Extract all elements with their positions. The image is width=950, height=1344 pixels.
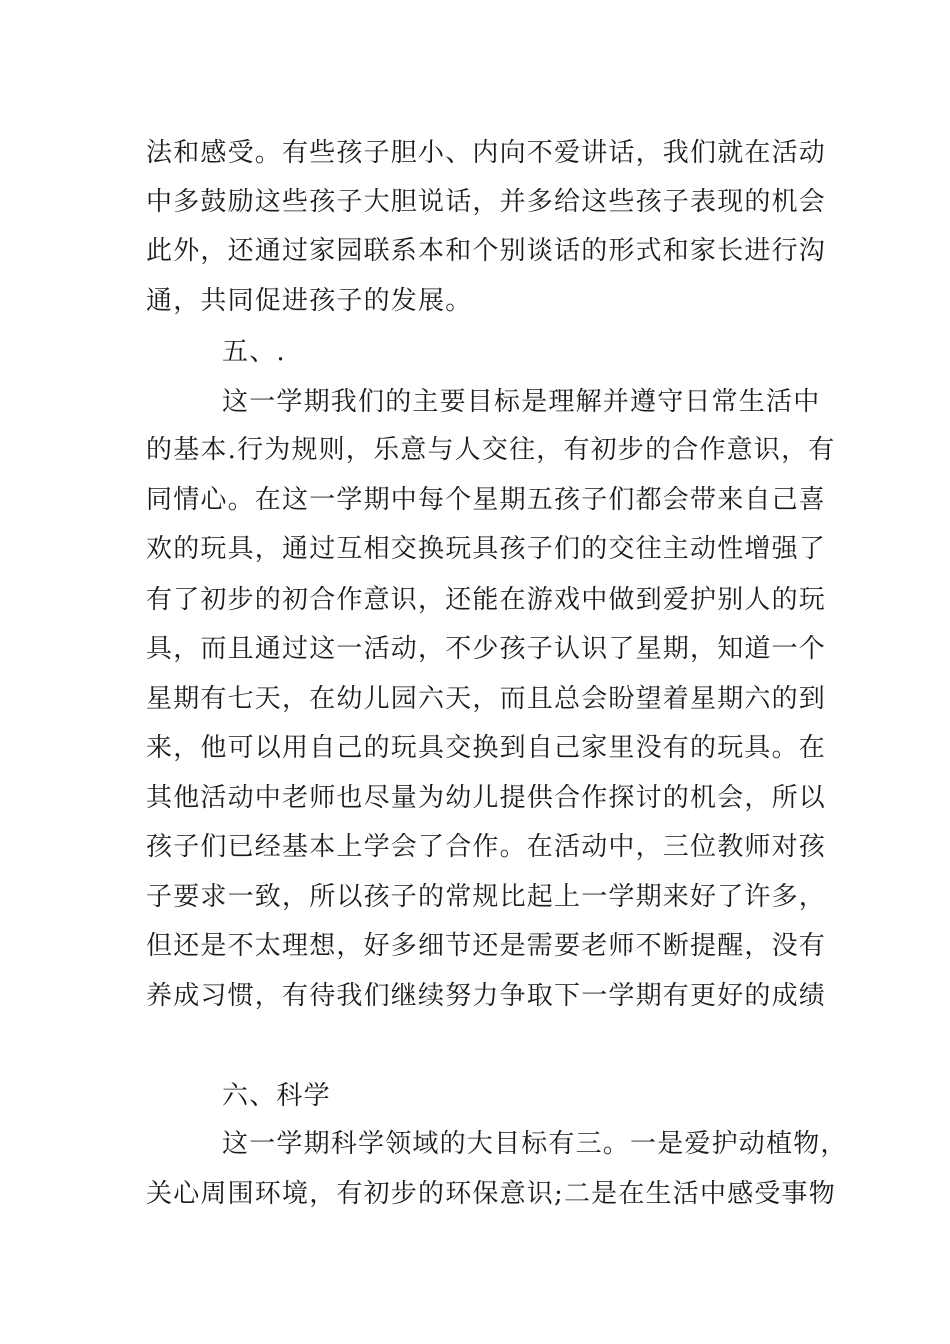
text-line: 具，而且通过这一活动，不少孩子认识了星期，知道一个 (146, 634, 827, 664)
paragraph-first-line: 这一学期科学领域的大目标有三。一是爱护动植物， (222, 1129, 848, 1159)
section-heading: 五、. (222, 337, 286, 367)
text-line: 孩子们已经基本上学会了合作。在活动中，三位教师对孩 (146, 832, 827, 862)
text-line: 星期有七天，在幼儿园六天，而且总会盼望着星期六的到 (146, 684, 827, 714)
text-line: 其他活动中老师也尽量为幼儿提供合作探讨的机会，所以 (146, 783, 827, 813)
text-line: 关心周围环境，有初步的环保意识;二是在生活中感受事物 (146, 1179, 836, 1209)
paragraph-first-line: 这一学期我们的主要目标是理解并遵守日常生活中 (222, 387, 821, 417)
section-heading: 六、科学 (222, 1081, 331, 1111)
text-line: 但还是不太理想，好多细节还是需要老师不断提醒，没有 (146, 931, 827, 961)
text-line: 同情心。在这一学期中每个星期五孩子们都会带来自己喜 (146, 485, 827, 515)
text-line: 子要求一致，所以孩子的常规比起上一学期来好了许多， (146, 882, 827, 912)
text-line: 欢的玩具，通过互相交换玩具孩子们的交往主动性增强了 (146, 534, 827, 564)
text-line: 养成习惯，有待我们继续努力争取下一学期有更好的成绩 (146, 981, 827, 1011)
text-line: 中多鼓励这些孩子大胆说话，并多给这些孩子表现的机会 (146, 187, 827, 217)
text-line: 的基本.行为规则，乐意与人交往，有初步的合作意识，有 (146, 435, 836, 465)
text-line: 有了初步的初合作意识，还能在游戏中做到爱护别人的玩 (146, 585, 827, 615)
text-line: 通，共同促进孩子的发展。 (146, 286, 473, 316)
text-line: 法和感受。有些孩子胆小、内向不爱讲话，我们就在活动 (146, 138, 827, 168)
text-line: 来，他可以用自己的玩具交换到自己家里没有的玩具。在 (146, 733, 827, 763)
text-line: 此外，还通过家园联系本和个别谈话的形式和家长进行沟 (146, 236, 827, 266)
